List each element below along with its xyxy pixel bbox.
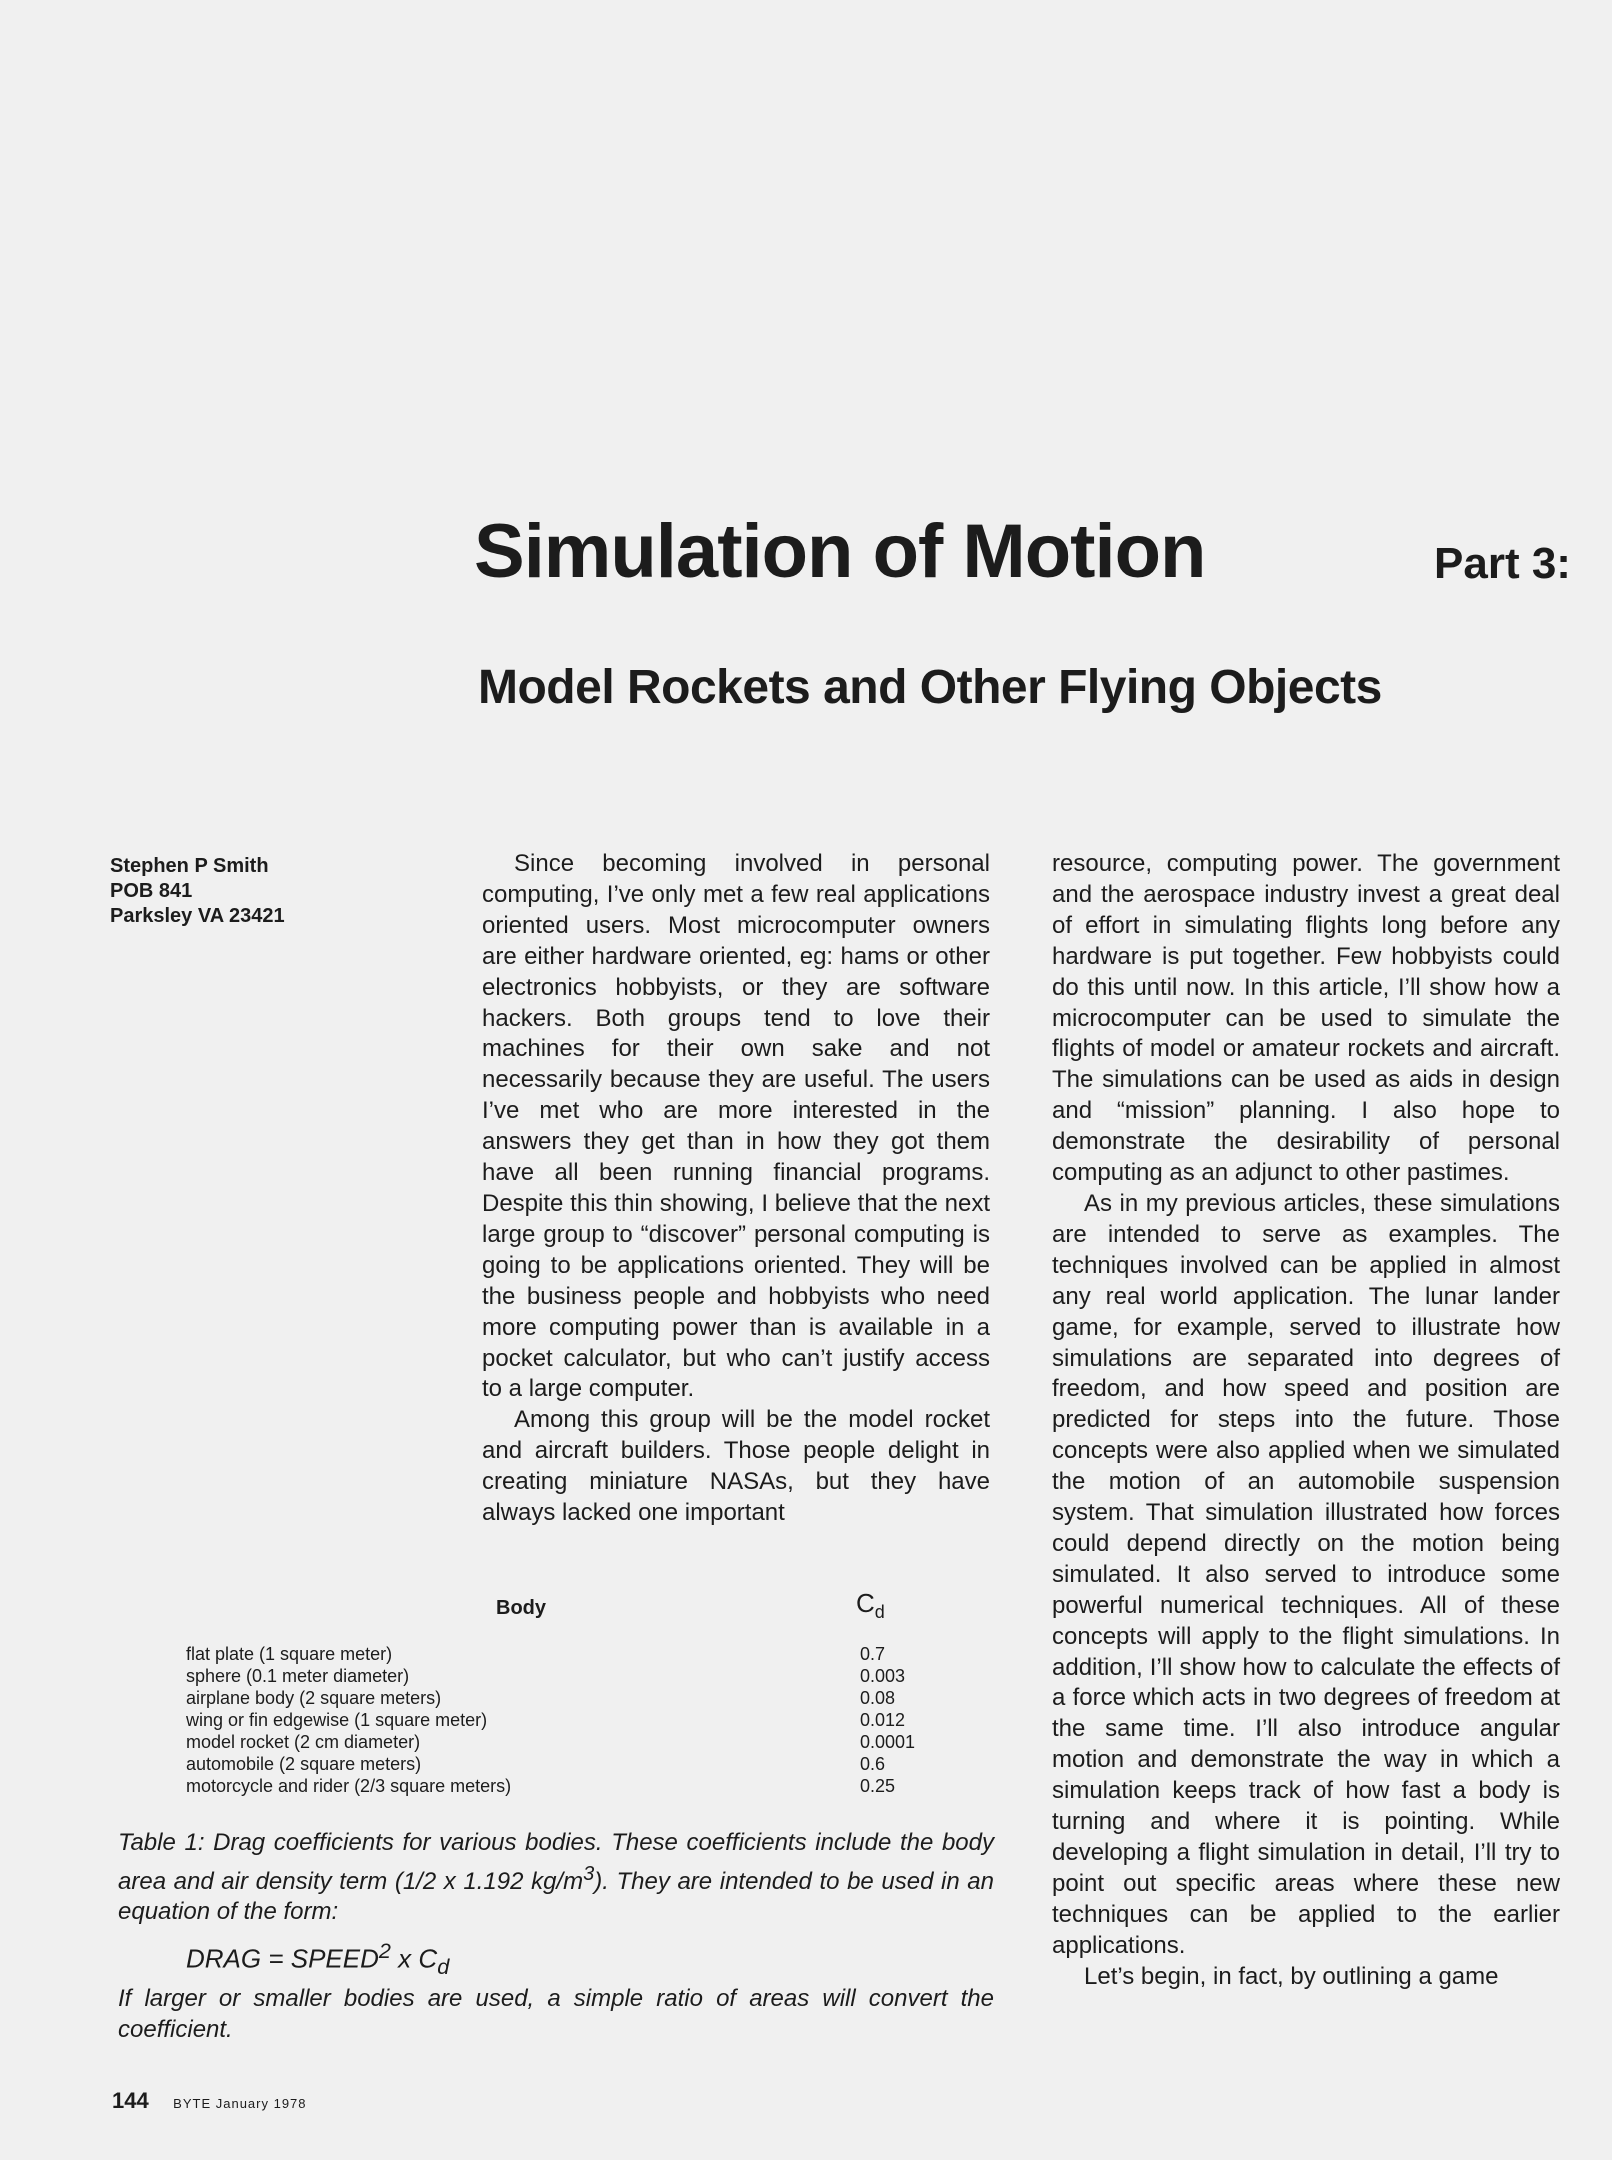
cd-subscript: d xyxy=(874,1602,885,1623)
drag-equation xyxy=(186,1938,449,1980)
cd-symbol: C xyxy=(856,1588,875,1618)
article-title: Simulation of Motion xyxy=(474,509,1206,594)
table-cell-body: airplane body (2 square meters) xyxy=(186,1688,442,1709)
author-name: Stephen P Smith xyxy=(110,855,269,877)
table-cell-cd: 0.0001 xyxy=(860,1732,916,1753)
article-column-1 xyxy=(482,849,990,1529)
table-cell-cd: 0.08 xyxy=(860,1688,896,1709)
table-header-row xyxy=(186,1592,946,1643)
table-cell-cd: 0.6 xyxy=(860,1754,886,1775)
table-cell-body: model rocket (2 cm diameter) xyxy=(186,1732,421,1753)
table-cell-cd: 0.7 xyxy=(860,1644,886,1665)
table-row xyxy=(186,1665,946,1687)
page-number: 144 xyxy=(112,2088,149,2113)
table-row xyxy=(186,1709,946,1731)
column-header-cd xyxy=(856,1588,946,1643)
caption-text xyxy=(118,1828,994,1928)
equation-part-a: DRAG = SPEED xyxy=(186,1943,379,1974)
caption-text-a: Table 1: Drag coefficients for various bodies. These coefficients include the body area and air density term (1/2 x 1.192 kg/m xyxy=(118,1829,994,1895)
table-row xyxy=(186,1687,946,1709)
table-caption xyxy=(118,1828,994,1928)
column-header-body: Body xyxy=(496,1596,546,1619)
table-cell-body: flat plate (1 square meter) xyxy=(186,1644,393,1665)
equation-subscript: d xyxy=(437,1953,450,1979)
paragraph: resource, computing power. The government and the aerospace industry invest a great deal of effort in simulating flights long before any hardware is put together. Few hobbyists could do this until now. In this article, I’ll show how a microcomputer can be used to simulate the flights of model or amateur rockets and aircraft. The simulations can be used as aids in design and “mission” planning. I also hope to demonstrate the desirability of personal computing as an adjunct to other pastimes. xyxy=(1052,850,1560,1187)
page-footer xyxy=(112,2088,307,2114)
table-row xyxy=(186,1775,946,1797)
magazine-issue: BYTE January 1978 xyxy=(173,2096,307,2111)
author-block xyxy=(110,854,285,929)
caption-text-b: ). They are intended to be used in an equation of the form: xyxy=(118,1867,995,1925)
paragraph: Among this group will be the model rocket and aircraft builders. Those people delight in creating miniature NASAs, but they have always lacked one important xyxy=(482,1406,990,1527)
caption-note: If larger or smaller bodies are used, a simple ratio of areas will convert the coefficient. xyxy=(118,1985,994,2043)
table-row xyxy=(186,1643,946,1665)
table-cell-body: wing or fin edgewise (1 square meter) xyxy=(186,1710,488,1731)
table-cell-body: motorcycle and rider (2/3 square meters) xyxy=(186,1776,512,1797)
table-row xyxy=(186,1731,946,1753)
table-cell-body: sphere (0.1 meter diameter) xyxy=(186,1666,410,1687)
drag-coefficient-table xyxy=(186,1588,946,1797)
paragraph: Since becoming involved in personal computing, I’ve only met a few real applications oriented users. Most microcomputer owners are either hardware oriented, eg: hams or other electronics hobbyists, or they are software hackers. Both groups tend to love their machines for their own sake and not necessarily because they are useful. The users I’ve met who are more interested in the answers they get than in how they got them have all been running financial programs. Despite this thin showing, I believe that the next large group to “discover” personal computing is going to be applications oriented. They will be the business people and hobbyists who need more computing power than is available in a pocket calculator, but who can’t justify access to a large computer. xyxy=(482,850,990,1403)
author-address-line2: Parksley VA 23421 xyxy=(110,905,285,927)
table-cell-body: automobile (2 square meters) xyxy=(186,1754,422,1775)
table-cell-cd: 0.003 xyxy=(860,1666,906,1687)
article-subtitle: Model Rockets and Other Flying Objects xyxy=(478,661,1382,714)
equation-superscript: 2 xyxy=(378,1938,391,1963)
article-column-2 xyxy=(1052,849,1560,1993)
part-label: Part 3: xyxy=(1434,539,1571,588)
table-cell-cd: 0.25 xyxy=(860,1776,896,1797)
equation-part-b: x C xyxy=(390,1943,438,1974)
caption-superscript: 3 xyxy=(583,1862,595,1885)
table-row xyxy=(186,1753,946,1775)
table-cell-cd: 0.012 xyxy=(860,1710,906,1731)
paragraph: As in my previous articles, these simulations are intended to serve as examples. The techniques involved can be applied in almost any real world application. The lunar lander game, for example, served to illustrate how simulations are separated into degrees of freedom, and how speed and position are predicted for steps into the future. Those concepts were also applied when we simulated the motion of an automobile suspension system. That simulation illustrated how forces could depend directly on the motion being simulated. It also served to introduce some powerful numerical techniques. All of these concepts will apply to the flight simulations. In addition, I’ll show how to calculate the effects of a force which acts in two degrees of freedom at the same time. I’ll also introduce angular motion and demonstrate the way in which a simulation keeps track of how fast a body is turning and where it is pointing. While developing a flight simulation in detail, I’ll try to point out specific areas where these new techniques can be applied to the earlier applications. xyxy=(1052,1189,1560,1959)
paragraph: Let’s begin, in fact, by outlining a game xyxy=(1084,1962,1499,1990)
author-address-line1: POB 841 xyxy=(110,880,193,902)
